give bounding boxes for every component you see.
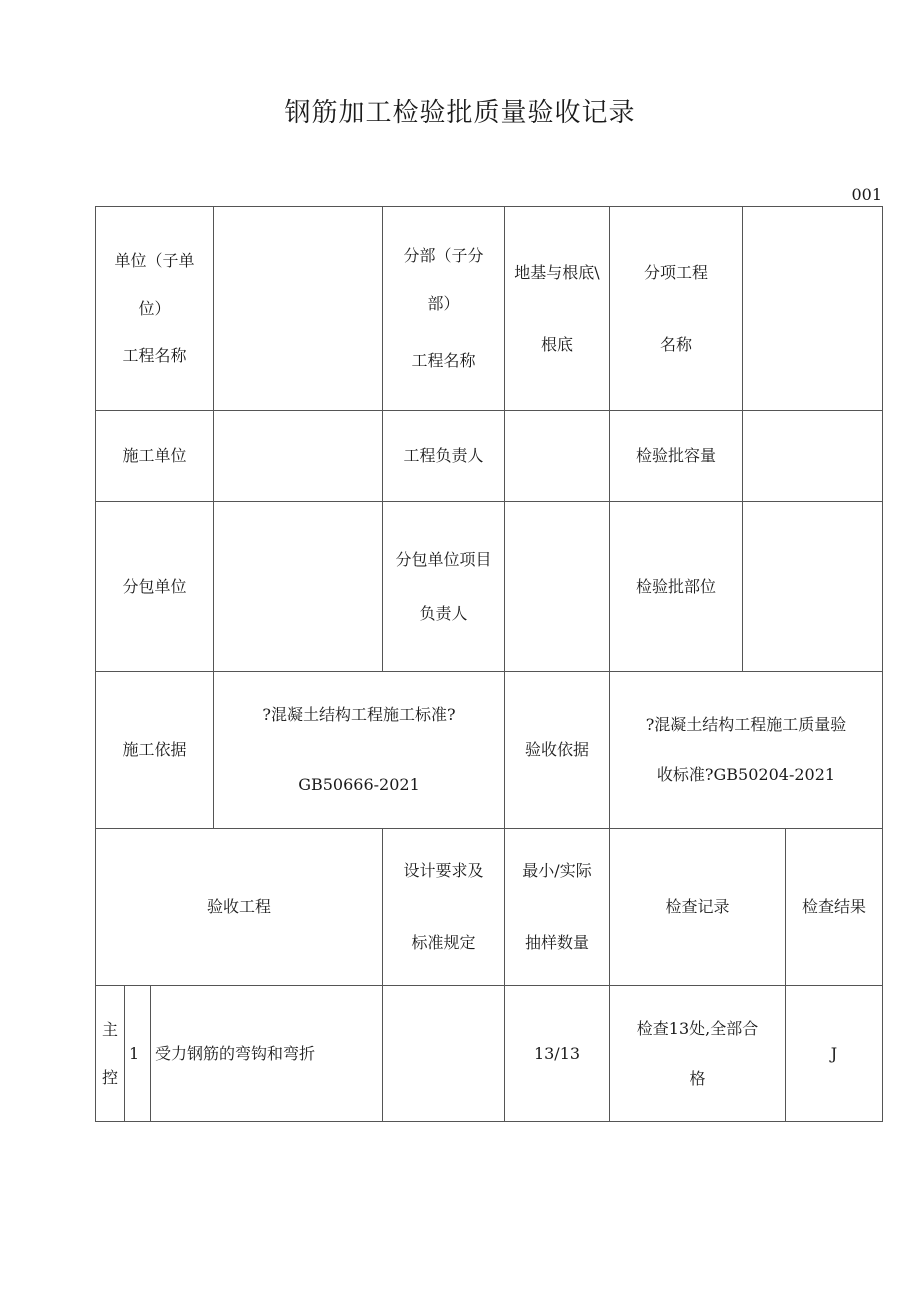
col-header-sampling: 最小/实际 抽样数量 — [504, 828, 610, 986]
acceptance-basis-label: 验收依据 — [504, 671, 610, 829]
division-project-name-value[interactable]: 地基与根底\ 根底 — [504, 206, 610, 411]
division-project-name-label: 分部（子分 部） 工程名称 — [382, 206, 505, 411]
unit-project-name-label: 单位（子单 位） 工程名称 — [95, 206, 214, 411]
subitem-project-name-label: 分项工程 名称 — [609, 206, 743, 411]
construction-basis-label: 施工依据 — [95, 671, 214, 829]
row-result-value[interactable]: J — [785, 985, 883, 1122]
page-title: 钢筋加工检验批质量验收记录 — [284, 98, 636, 128]
project-manager-label: 工程负责人 — [382, 410, 505, 502]
batch-location-value[interactable] — [742, 501, 883, 672]
row-category: 主 控 — [95, 985, 125, 1122]
col-header-record: 检查记录 — [609, 828, 786, 986]
contractor-label: 施工单位 — [95, 410, 214, 502]
subcontractor-label: 分包单位 — [95, 501, 214, 672]
subitem-project-name-value[interactable] — [742, 206, 883, 411]
contractor-value[interactable] — [213, 410, 383, 502]
subcontractor-value[interactable] — [213, 501, 383, 672]
batch-location-label: 检验批部位 — [609, 501, 743, 672]
batch-capacity-label: 检验批容量 — [609, 410, 743, 502]
col-header-item: 验收工程 — [95, 828, 383, 986]
subcontractor-pm-value[interactable] — [504, 501, 610, 672]
col-header-design: 设计要求及 标准规定 — [382, 828, 505, 986]
row-index: 1 — [124, 985, 151, 1122]
document-number: 001 — [851, 185, 882, 204]
acceptance-basis-value[interactable]: ?混凝土结构工程施工质量验 收标准?GB50204-2021 — [609, 671, 883, 829]
row-item-name: 受力钢筋的弯钩和弯折 — [150, 985, 383, 1122]
project-manager-value[interactable] — [504, 410, 610, 502]
row-sampling-value[interactable]: 13/13 — [504, 985, 610, 1122]
col-header-result: 检查结果 — [785, 828, 883, 986]
row-record-value[interactable]: 检查13处,全部合 格 — [609, 985, 786, 1122]
row-design-value[interactable] — [382, 985, 505, 1122]
construction-basis-value[interactable]: ?混凝土结构工程施工标准? GB50666-2021 — [213, 671, 505, 829]
unit-project-name-value[interactable] — [213, 206, 383, 411]
subcontractor-pm-label: 分包单位项目 负责人 — [382, 501, 505, 672]
batch-capacity-value[interactable] — [742, 410, 883, 502]
